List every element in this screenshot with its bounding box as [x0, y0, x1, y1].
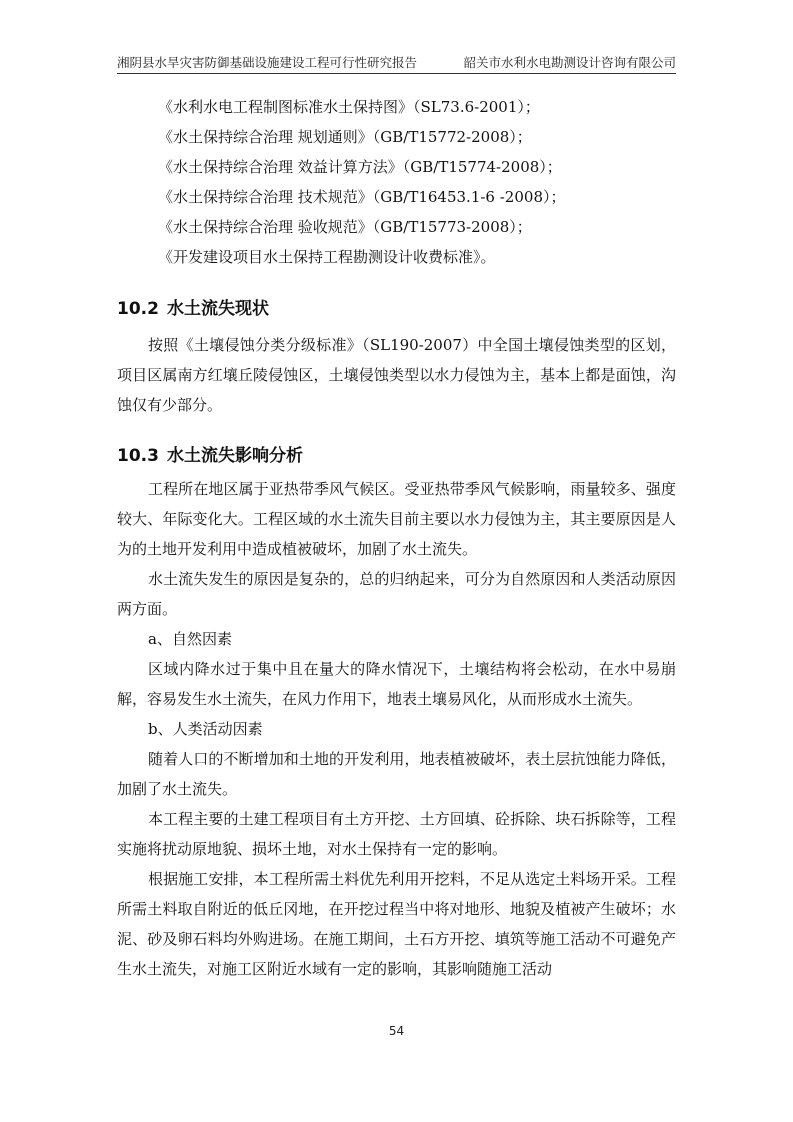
- header-report-title: 湘阴县水旱灾害防御基础设施建设工程可行性研究报告: [117, 55, 418, 70]
- reference-item: 《开发建设项目水土保持工程勘测设计收费标准》。: [158, 248, 496, 266]
- header-company-name: 韶关市水利水电勘测设计咨询有限公司: [463, 55, 676, 70]
- section-title: 水土流失影响分析: [167, 446, 303, 466]
- reference-item: 《水土保持综合治理 效益计算方法》（GB/T15774-2008）；: [158, 158, 562, 176]
- paragraph: 本工程主要的土建工程项目有土方开挖、土方回填、砼拆除、块石拆除等，工程实施将扰动原地貌、损坏土地，对水土保持有一定的影响。: [117, 810, 676, 858]
- paragraph: 随着人口的不断增加和土地的开发利用，地表植被破坏，表土层抗蚀能力降低，加剧了水土流失。: [117, 750, 676, 798]
- section-number: 10.2: [117, 299, 159, 319]
- reference-item: 《水土保持综合治理 技术规范》（GB/T16453.1-6 -2008）；: [158, 188, 566, 206]
- subheading-human-factors: b、人类活动因素: [148, 720, 263, 738]
- paragraph: 根据施工安排，本工程所需土料优先利用开挖料，不足从选定土料场开采。工程所需土料取自附近的低丘冈地，在开挖过程当中将对地形、地貌及植被产生破坏；水泥、砂及卵石料均外购进场。在施工期间，土石方开挖、填筑等施工活动不可避免产生水土流失，对施工区附近水域有一定的影响，其影响随施工活动: [117, 870, 676, 978]
- section-title: 水土流失现状: [167, 299, 269, 319]
- page-number: 54: [388, 1024, 405, 1038]
- reference-item: 《水利水电工程制图标准水土保持图》（SL73.6-2001）；: [158, 98, 540, 116]
- subheading-natural-factors: a、自然因素: [148, 630, 232, 648]
- paragraph: 水土流失发生的原因是复杂的，总的归纳起来，可分为自然原因和人类活动原因两方面。: [117, 570, 676, 618]
- page-body: [117, 92, 676, 984]
- section-number: 10.3: [117, 446, 159, 466]
- section-heading-10-3: [117, 441, 676, 471]
- header-divider: [117, 73, 676, 74]
- reference-item: 《水土保持综合治理 验收规范》（GB/T15773-2008）；: [158, 218, 532, 236]
- paragraph: 工程所在地区属于亚热带季风气候区。受亚热带季风气候影响，雨量较多、强度较大、年际变化大。工程区域的水土流失目前主要以水力侵蚀为主，其主要原因是人为的土地开发利用中造成植被破坏，加剧了水土流失。: [117, 480, 676, 558]
- reference-item: 《水土保持综合治理 规划通则》（GB/T15772-2008）；: [158, 128, 532, 146]
- section-heading-10-2: [117, 294, 676, 324]
- paragraph: 区域内降水过于集中且在量大的降水情况下，土壤结构将会松动，在水中易崩解，容易发生水土流失，在风力作用下，地表土壤易风化，从而形成水土流失。: [117, 660, 676, 708]
- page-header: [117, 54, 676, 72]
- paragraph: 按照《土壤侵蚀分类分级标准》（SL190-2007）中全国土壤侵蚀类型的区划，项目区属南方红壤丘陵侵蚀区，土壤侵蚀类型以水力侵蚀为主，基本上都是面蚀，沟蚀仅有少部分。: [117, 336, 676, 414]
